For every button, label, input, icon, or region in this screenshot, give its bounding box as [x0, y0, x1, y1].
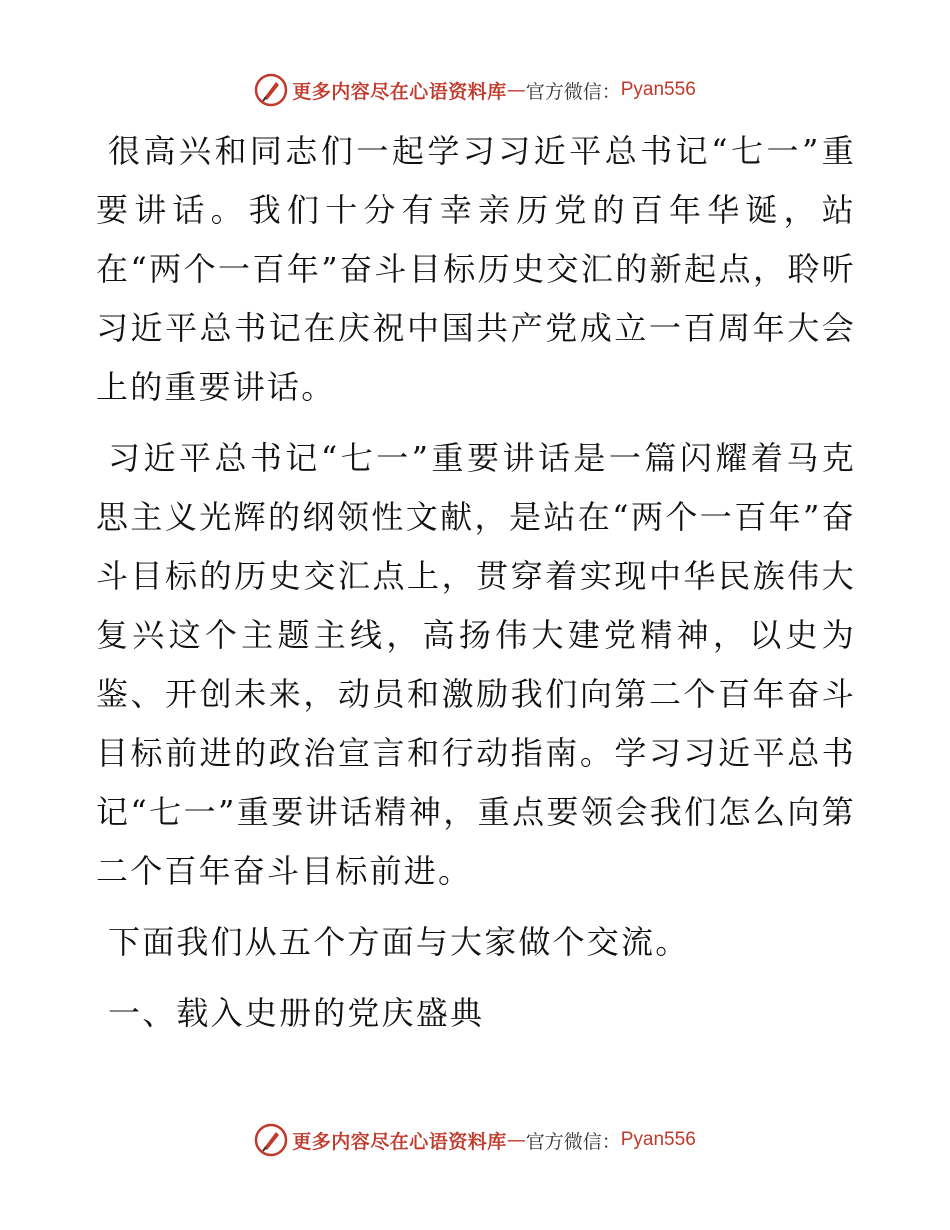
- footer-watermark: [0, 1120, 950, 1160]
- section-heading: 一、载入史册的党庆盛典: [108, 994, 485, 1032]
- watermark-label: 官方微信：: [525, 80, 621, 103]
- watermark-site-text: 更多内容尽在心语资料库: [292, 80, 507, 103]
- document-body: [96, 122, 856, 1043]
- quill-pen-icon: [254, 1123, 288, 1157]
- paragraph-1: 很高兴和同志们一起学习习近平总书记“七一”重要讲话。我们十分有幸亲历党的百年华诞，站在“两个一百年”奋斗目标历史交汇的新起点，聆听习近平总书记在庆祝中国共产党成立一百周年大会上的重要讲话。: [96, 132, 856, 406]
- watermark-dash: —: [506, 79, 526, 101]
- quill-pen-icon: [254, 73, 288, 107]
- paragraph-3: 下面我们从五个方面与大家做个交流。: [108, 923, 690, 961]
- watermark-handle: Pyan556: [620, 79, 696, 100]
- watermark-label: 官方微信：: [525, 1130, 621, 1153]
- watermark-site-text: 更多内容尽在心语资料库: [292, 1130, 507, 1153]
- header-watermark: [0, 70, 950, 110]
- watermark-dash: —: [506, 1129, 526, 1151]
- watermark-handle: Pyan556: [620, 1129, 696, 1150]
- paragraph-2: 习近平总书记“七一”重要讲话是一篇闪耀着马克思主义光辉的纲领性文献，是站在“两个一百年”奋斗目标的历史交汇点上，贯穿着实现中华民族伟大复兴这个主题主线，高扬伟大建党精神，以史为鉴、开创未来，动员和激励我们向第二个百年奋斗目标前进的政治宣言和行动指南。学习习近平总书记“七一”重要讲话精神，重点要领会我们怎么向第二个百年奋斗目标前进。: [96, 439, 856, 890]
